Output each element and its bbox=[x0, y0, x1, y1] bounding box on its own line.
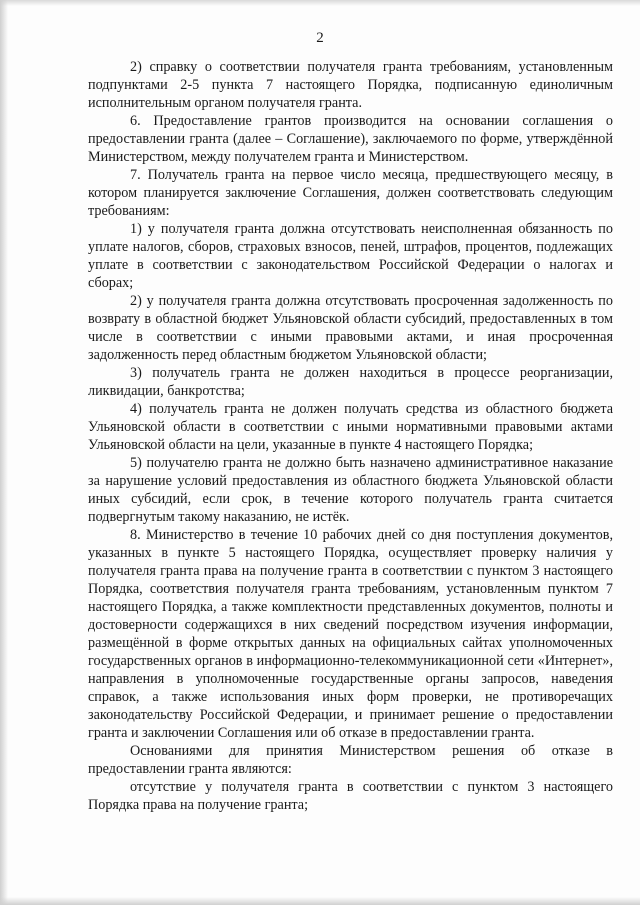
scan-shadow-left bbox=[0, 0, 8, 905]
scan-shadow-top bbox=[0, 0, 640, 6]
paragraph-6-soglashenie: 6. Предоставление грантов производится на основании соглашения о предоставлении гранта (далее – Соглашение), заключаемого по форме, утверждённой Министерством, между получателем гранта и Министерством. bbox=[88, 113, 613, 165]
requirement-1: 1) у получателя гранта должна отсутствовать неисполненная обязанность по уплате налогов, сборов, страховых взносов, пеней, штрафов, процентов, подлежащих уплате в соответствии с законодательством Российской Федерации о налогах и сборах; bbox=[88, 221, 613, 291]
requirement-2: 2) у получателя гранта должна отсутствовать просроченная задолженность по возврату в областной бюджет Ульяновской области субсидий, предоставленных в том числе в соответствии с иными правовыми актами, и иная просроченная задолженность перед областным бюджетом Ульяновской области; bbox=[88, 293, 613, 363]
requirement-4: 4) получатель гранта не должен получать средства из областного бюджета Ульяновской области в соответствии с иными нормативными правовыми актами Ульяновской области на цели, указанные в пункте 4 настоящего Порядка; bbox=[88, 401, 613, 453]
requirement-3: 3) получатель гранта не должен находиться в процессе реорганизации, ликвидации, банкротства; bbox=[88, 365, 613, 399]
paragraph-8-verification: 8. Министерство в течение 10 рабочих дней со дня поступления документов, указанных в пункте 5 настоящего Порядка, осуществляет проверку наличия у получателя гранта права на получение гранта в соответствии с пунктом 3 настоящего Порядка, соответствия получателя гранта требованиям, установленным пунктом 7 настоящего Порядка, а также комплектности представленных документов, полноты и достоверности содержащихся в них сведений посредством изучения информации, размещённой в форме открытых данных на официальных сайтах уполномоченных государственных органов в информационно-телекоммуникационной сети «Интернет», направления в уполномоченные государственные органы запросов, наведения справок, а также использования иных форм проверки, не противоречащих законодательству Российской Федерации, и принимает решение о предоставлении гранта и заключении Соглашения или об отказе в предоставлении гранта. bbox=[88, 527, 613, 741]
requirement-5: 5) получателю гранта не должно быть назначено административное наказание за нарушение условий предоставления из областного бюджета Ульяновской области иных субсидий, если срок, в течение которого получатель гранта считается подвергнутым такому наказанию, не истёк. bbox=[88, 455, 613, 525]
paragraph-2-spravka: 2) справку о соответствии получателя гранта требованиям, установленным подпунктами 2-5 пункта 7 настоящего Порядка, подписанную единоличным исполнительным органом получателя гранта. bbox=[88, 59, 613, 111]
refusal-grounds-intro: Основаниями для принятия Министерством решения об отказе в предоставлении гранта являются: bbox=[88, 743, 613, 777]
paragraph-7-requirements: 7. Получатель гранта на первое число месяца, предшествующего месяцу, в котором планируется заключение Соглашения, должен соответствовать следующим требованиям: bbox=[88, 167, 613, 219]
page-number: 2 bbox=[316, 30, 324, 46]
document-body bbox=[88, 58, 613, 814]
refusal-ground-1: отсутствие у получателя гранта в соответствии с пунктом 3 настоящего Порядка права на получение гранта; bbox=[88, 779, 613, 813]
scan-shadow-bottom bbox=[0, 897, 640, 905]
